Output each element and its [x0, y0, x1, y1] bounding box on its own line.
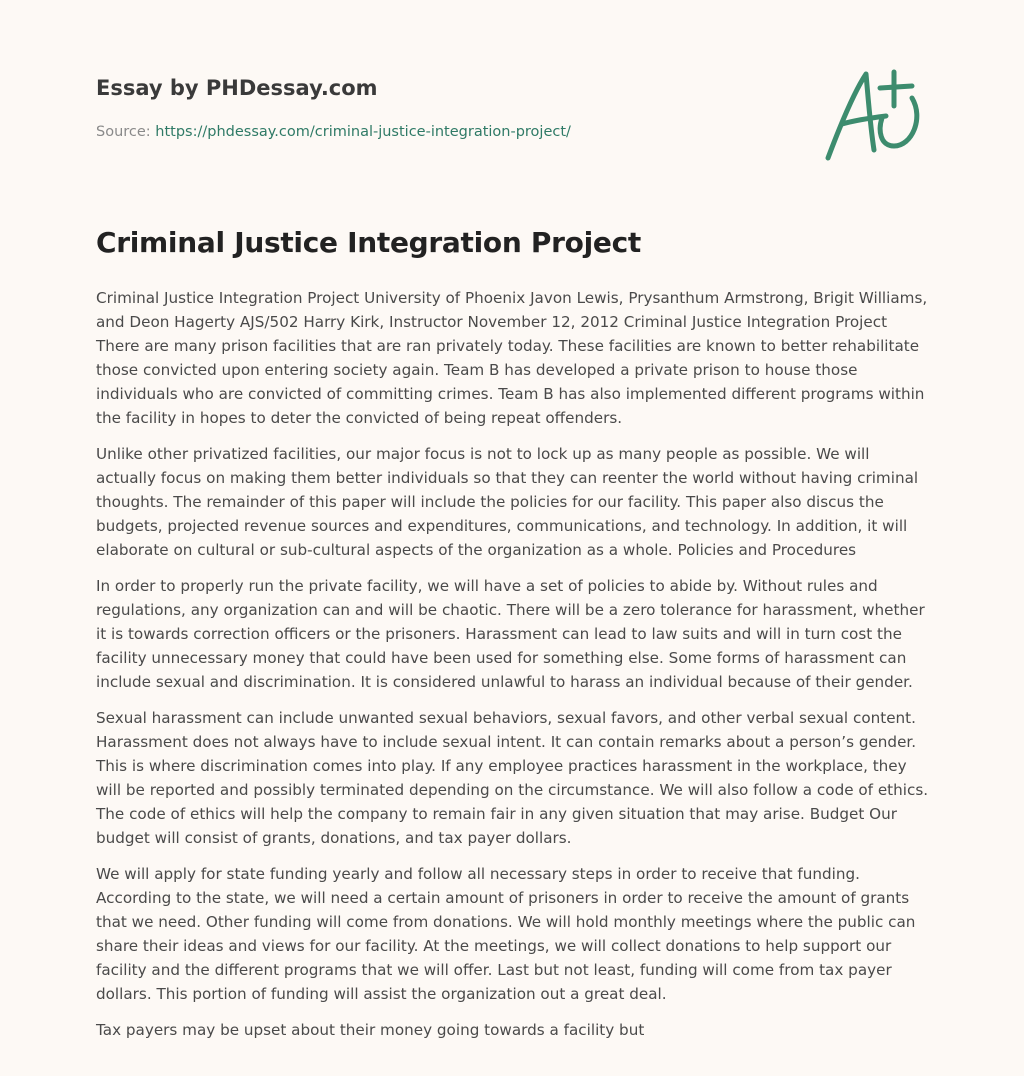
source-label: Source: — [96, 124, 151, 140]
essay-title: Criminal Justice Integration Project — [96, 226, 641, 259]
site-title: Essay by PHDessay.com — [96, 76, 378, 100]
page-header — [0, 0, 1024, 180]
essay-body — [96, 286, 930, 1054]
essay-paragraph: Sexual harassment can include unwanted sexual behaviors, sexual favors, and other verbal sexual content. Harassment does not always have to include sexual intent. It can contain remarks about a person’s gender. This is where discrimination comes into play. If any employee practices harassment in the workplace, they will be reported and possibly terminated depending on the circumstance. We will also follow a code of ethics. The code of ethics will help the company to remain fair in any given situation that may arise. Budget Our budget will consist of grants, donations, and tax payer dollars. — [96, 709, 929, 847]
source-link[interactable]: https://phdessay.com/criminal-justice-integration-project/ — [155, 124, 571, 140]
a-plus-logo-icon — [820, 66, 928, 166]
essay-paragraph: Tax payers may be upset about their money going towards a facility but — [96, 1021, 645, 1039]
essay-paragraph: Unlike other privatized facilities, our major focus is not to lock up as many people as possible. We will actually focus on making them better individuals so that they can reenter the world without having criminal thoughts. The remainder of this paper will include the policies for our facility. This paper also discus the budgets, projected revenue sources and expenditures, communications, and technology. In addition, it will elaborate on cultural or sub-cultural aspects of the organization as a whole. Policies and Procedures — [96, 445, 919, 559]
source-line — [96, 124, 571, 140]
essay-paragraph: Criminal Justice Integration Project University of Phoenix Javon Lewis, Prysanthum Armstrong, Brigit Williams, and Deon Hagerty AJS/502 Harry Kirk, Instructor November 12, 2012 Criminal Justice Integration Project There are many prison facilities that are ran privately today. These facilities are known to better rehabilitate those convicted upon entering society again. Team B has developed a private prison to house those individuals who are convicted of committing crimes. Team B has also implemented different programs within the facility in hopes to deter the convicted of being repeat offenders. — [96, 289, 928, 427]
essay-paragraph: We will apply for state funding yearly and follow all necessary steps in order to receive that funding. According to the state, we will need a certain amount of prisoners in order to receive the amount of grants that we need. Other funding will come from donations. We will hold monthly meetings where the public can share their ideas and views for our facility. At the meetings, we will collect donations to help support our facility and the different programs that we will offer. Last but not least, funding will come from tax payer dollars. This portion of funding will assist the organization out a great deal. — [96, 865, 916, 1003]
essay-paragraph: In order to properly run the private facility, we will have a set of policies to abide by. Without rules and regulations, any organization can and will be chaotic. There will be a zero tolerance for harassment, whether it is towards correction officers or the prisoners. Harassment can lead to law suits and will in turn cost the facility unnecessary money that could have been used for something else. Some forms of harassment can include sexual and discrimination. It is considered unlawful to harass an individual because of their gender. — [96, 577, 925, 691]
